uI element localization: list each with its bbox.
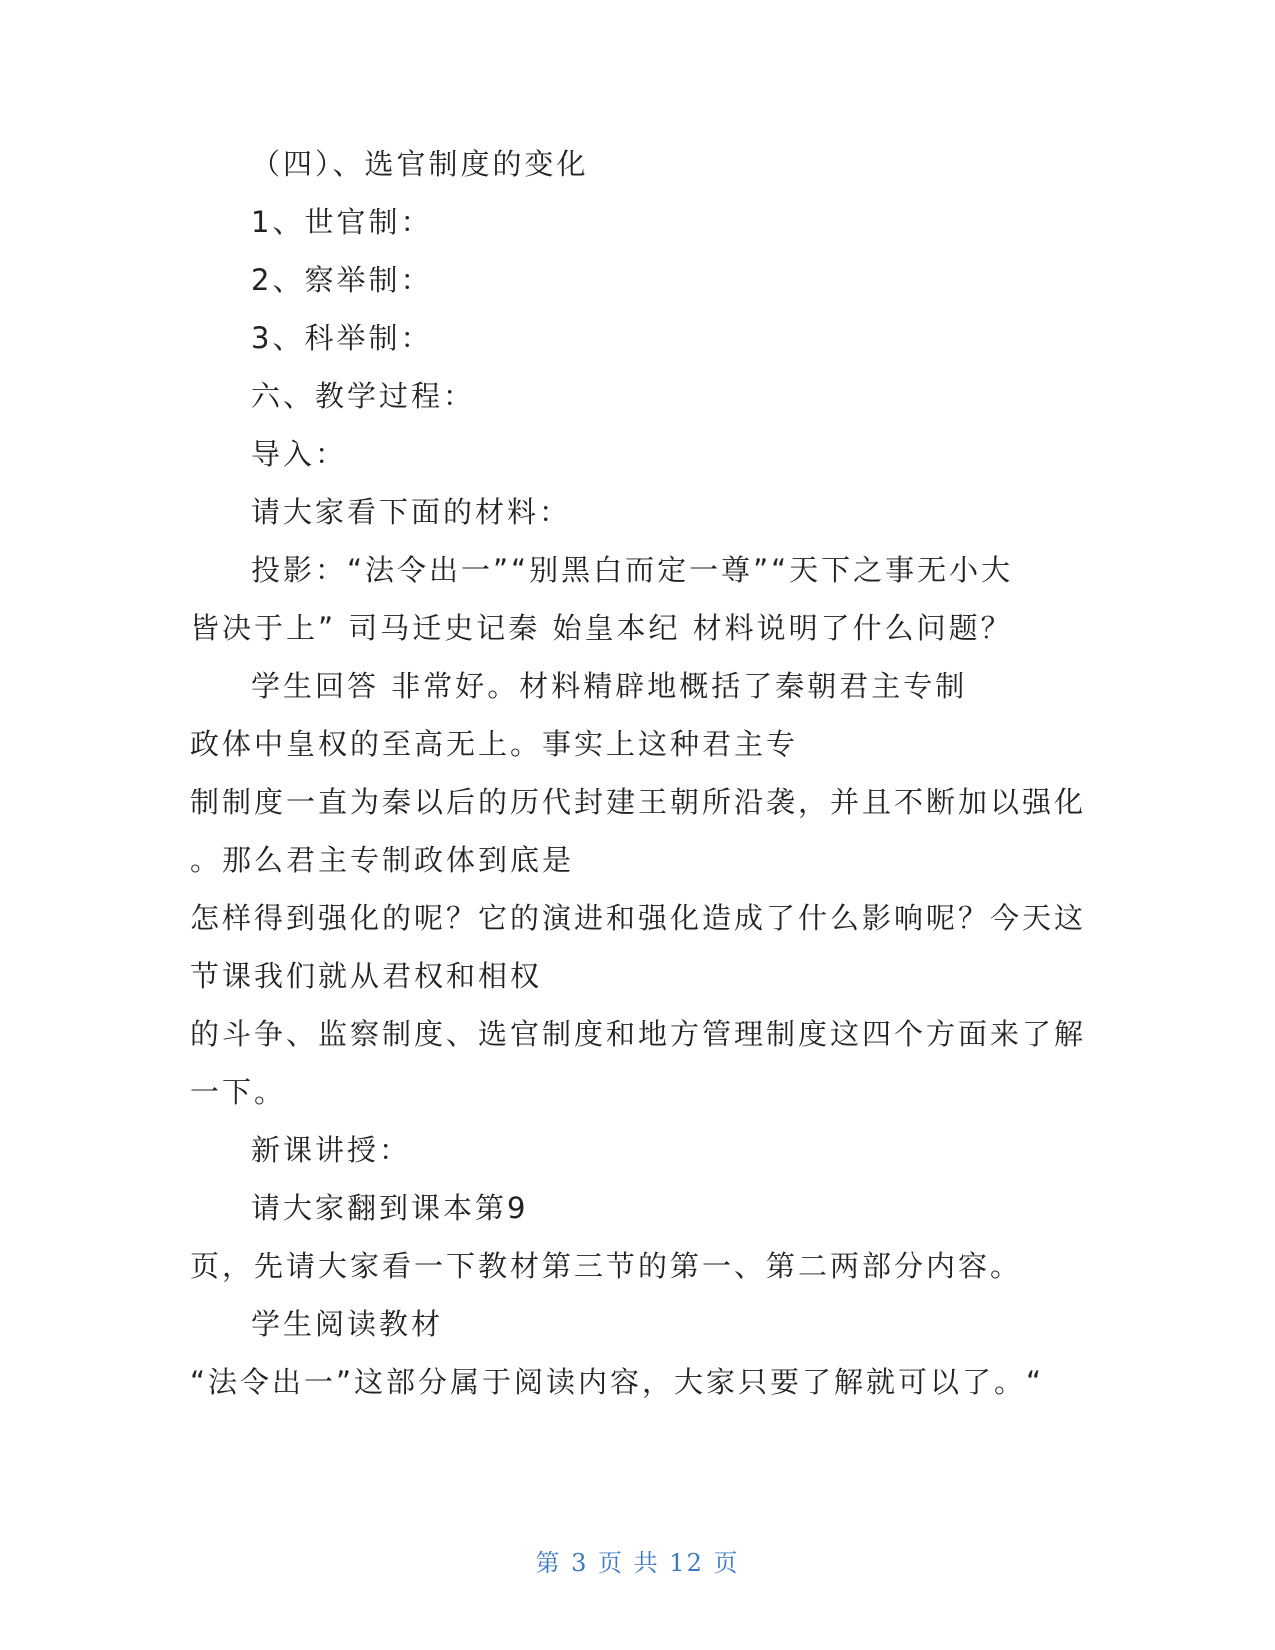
paragraph-line: 。那么君主专制政体到底是 <box>190 843 575 877</box>
section-heading: （四）、选官制度的变化 <box>251 147 589 181</box>
paragraph-line: 皆决于上” 司马迁史记秦 始皇本纪 材料说明了什么问题？ <box>190 611 1013 645</box>
paragraph-line: 请大家翻到课本第9 <box>251 1191 529 1225</box>
paragraph-line: 学生阅读教材 <box>251 1307 444 1341</box>
paragraph-line: 学生回答 非常好。材料精辟地概括了秦朝君主专制 <box>251 669 968 703</box>
paragraph-line: “法令出一”这部分属于阅读内容，大家只要了解就可以了。“ <box>190 1365 1045 1399</box>
paragraph-line: 页，先请大家看一下教材第三节的第一、第二两部分内容。 <box>190 1249 1023 1283</box>
paragraph-line: 的斗争、监察制度、选官制度和地方管理制度这四个方面来了解 <box>190 1017 1087 1051</box>
paragraph-line: 一下。 <box>190 1075 287 1109</box>
list-item: 3、科举制： <box>251 321 433 355</box>
section-heading: 六、教学过程： <box>251 379 476 413</box>
paragraph-line: 怎样得到强化的呢？它的演进和强化造成了什么影响呢？今天这 <box>190 901 1087 935</box>
paragraph-line: 制制度一直为秦以后的历代封建王朝所沿袭，并且不断加以强化 <box>190 785 1087 819</box>
paragraph-line: 政体中皇权的至高无上。事实上这种君主专 <box>190 727 799 761</box>
paragraph-line: 导入： <box>251 437 348 471</box>
list-item: 2、察举制： <box>251 263 433 297</box>
paragraph-line: 投影：“法令出一”“别黑白而定一尊”“天下之事无小大 <box>251 553 1014 587</box>
paragraph-line: 节课我们就从君权和相权 <box>190 959 543 993</box>
paragraph-line: 请大家看下面的材料： <box>251 495 572 529</box>
list-item: 1、世官制： <box>251 205 433 239</box>
page-number-footer: 第 3 页 共 12 页 <box>535 1549 740 1577</box>
section-heading: 新课讲授： <box>251 1133 412 1167</box>
